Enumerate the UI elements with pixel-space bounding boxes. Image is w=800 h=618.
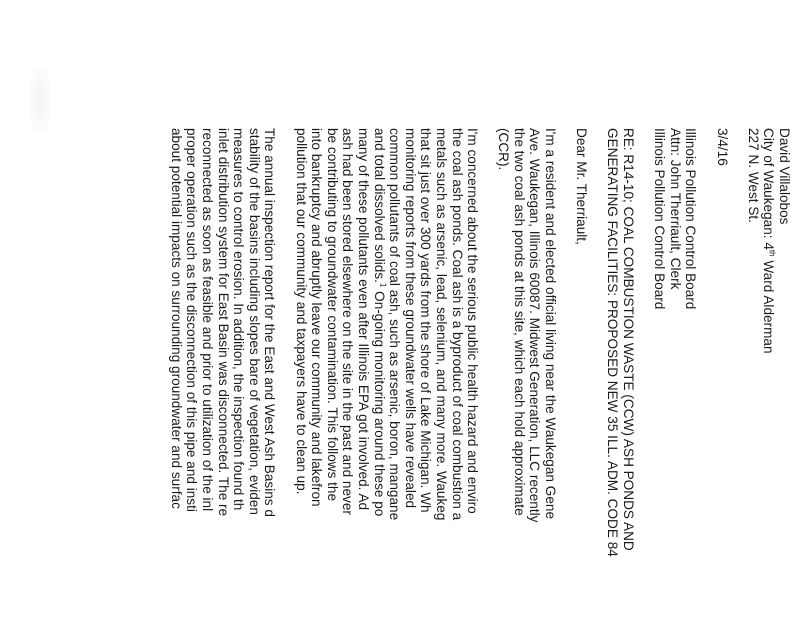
para3-line: stability of the basins including slopes bare of vegetation, eviden [246,128,262,515]
para2-line: I'm concerned about the serious public health hazard and enviro [465,128,481,514]
para1-line: Ave. Waukegan, Illinois 60087. Midwest Generation, LLC recently [527,128,543,523]
letter-body [168,128,792,557]
para3-line: about potential impacts on surrounding groundwater and surfac [168,128,184,509]
para1-line: the two coal ash ponds at this site, which each hold approximate [511,128,527,516]
para1-line: (CCR). [496,128,512,171]
footnote-marker: 1 [378,282,388,288]
recipient-line-2: Attn: John Therriault, Clerk [667,128,683,290]
para2-line: many of these pollutants even after Illinois EPA got involved. Ad [355,128,371,511]
recipient-line-1: Illinois Pollution Control Board [683,128,699,310]
salutation: Dear Mr. Therriault, [574,128,590,245]
para3-line: proper operation such as the disconnection of this pipe and insti [184,128,200,512]
re-line-2: GENERATING FACILITIES: PROPOSED NEW 35 ILL. ADM. CODE 84 [605,128,621,557]
scan-smudge [30,70,50,130]
para2-line: ash had been stored elsewhere on the site in the past and never [340,128,356,515]
sender-title: City of Waukegan: 4th Ward Alderman [761,128,777,354]
para3-line: The annual inspection report for the East and West Ash Basins d [262,128,278,517]
para3-line: inlet distribution system for East Basin was disconnected. The re [215,128,231,517]
para2-line: that sit just over 300 yards from the shore of Lake Michigan. Wh [418,128,434,513]
para1-line: I'm a resident and elected official living near the Waukegan Gene [543,128,559,520]
recipient-line-3: Illinois Pollution Control Board [652,128,668,310]
para2-line: the coal ash ponds. Coal ash is a byproduct of coal combustion a [449,128,465,521]
para3-line: reconnected as soon as feasible and prior to utilization of the inl [200,128,216,512]
para2-line: be contributing to groundwater contamination. This follows the [324,128,340,502]
letter-date: 3/4/16 [714,128,730,166]
re-line-1: RE: R14-10; COAL COMBUSTION WASTE (CCW) ASH PONDS AND [621,128,637,551]
para2-line: common pollutants of coal ash, such as arsenic, boron, mangane [387,128,403,521]
para3-line: measures to control erosion. In addition, the inspection found th [231,128,247,511]
sender-address: 227 N. West St. [745,128,761,223]
para2-line: monitoring reports from these groundwater wells have revealed [402,128,418,509]
sender-name: David Villalobos [777,128,792,225]
para2-line: into bankruptcy and abruptly leave our community and lakefron [309,128,325,507]
para2-line: metals such as arsenic, lead, selenium, and many more. Waukeg [433,128,449,521]
para2-line: and total dissolved solids.$^1$ On-going monitoring around these po [371,128,388,517]
para2-line: pollution that our community and taxpayers have to clean up. [293,128,309,495]
